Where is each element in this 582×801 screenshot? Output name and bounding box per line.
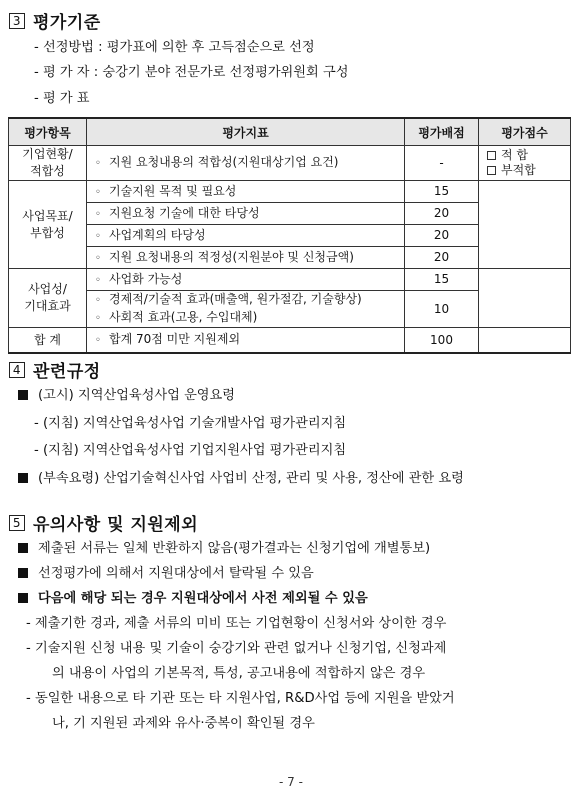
indicator-cell: ◦ 경제적/기술적 효과(매출액, 원가절감, 기술향상) ◦ 사회적 효과(고용, 수입대체) bbox=[87, 291, 405, 328]
header-score: 평가점수 bbox=[479, 118, 571, 146]
indicator-cell: ◦ 사업화 가능성 bbox=[87, 269, 405, 291]
section-3-heading bbox=[9, 8, 101, 33]
indicator-cell: ◦ 기술지원 목적 및 필요성 bbox=[87, 181, 405, 203]
weight-cell: 15 bbox=[405, 181, 479, 203]
section-number-box: 4 bbox=[9, 362, 25, 378]
exclusion-item-2: - 기술지원 신청 내용 및 기술이 숭강기와 관련 없거나 신청기업, 신청과제 bbox=[26, 641, 447, 656]
check-unsuitable[interactable]: 부적합 bbox=[483, 163, 566, 178]
checkbox-icon[interactable] bbox=[487, 166, 496, 175]
evaluation-table bbox=[8, 117, 571, 354]
score-cell bbox=[479, 146, 571, 181]
section-title: 관련규정 bbox=[33, 362, 101, 382]
square-bullet-icon bbox=[18, 543, 28, 553]
table-row bbox=[9, 269, 571, 291]
regulation-guideline-2: - (지침) 지역산업육성사업 기업지원사업 평가관리지침 bbox=[34, 443, 347, 458]
section-4-heading bbox=[9, 357, 101, 382]
indicator-cell: ◦ 지원요청 기술에 대한 타당성 bbox=[87, 203, 405, 225]
regulation-guideline-1: - (지침) 지역산업육성사업 기술개발사업 평가관리지침 bbox=[34, 416, 347, 431]
header-item: 평가항목 bbox=[9, 118, 87, 146]
header-weight: 평가배점 bbox=[405, 118, 479, 146]
weight-cell: 20 bbox=[405, 247, 479, 269]
evaluation-table-label: - 평 가 표 bbox=[34, 91, 90, 106]
header-indicator: 평가지표 bbox=[87, 118, 405, 146]
section-5-heading bbox=[9, 510, 198, 535]
exclusion-item-3-cont: 나, 기 지원된 과제와 유사·중복이 확인될 경우 bbox=[52, 716, 315, 731]
check-suitable[interactable]: 적 합 bbox=[483, 148, 566, 163]
exclusion-item-1: - 제출기한 경과, 제출 서류의 미비 또는 기업현황이 신청서와 상이한 경우 bbox=[26, 616, 447, 631]
weight-cell: 20 bbox=[405, 225, 479, 247]
weight-cell: - bbox=[405, 146, 479, 181]
regulation-appendix: (부속요령) 산업기술혁신사업 사업비 산정, 관리 및 사용, 정산에 관한 요령 bbox=[18, 469, 464, 489]
indicator-cell: ◦ 지원 요청내용의 적정성(지원분야 및 신청금액) bbox=[87, 247, 405, 269]
category-cell: 사업목표/ 부합성 bbox=[9, 181, 87, 269]
exclusion-item-2-cont: 의 내용이 사업의 기본목적, 특성, 공고내용에 적합하지 않은 경우 bbox=[52, 666, 426, 681]
category-cell: 기업현황/ 적합성 bbox=[9, 146, 87, 181]
square-bullet-icon bbox=[18, 390, 28, 400]
page-number: - 7 - bbox=[279, 775, 303, 789]
square-bullet-icon bbox=[18, 568, 28, 578]
note-elimination: 선정평가에 의해서 지원대상에서 탈락될 수 있음 bbox=[18, 564, 314, 584]
total-category-cell: 합 계 bbox=[9, 328, 87, 354]
square-bullet-icon bbox=[18, 593, 28, 603]
note-documents: 제출된 서류는 일체 반환하지 않음(평가결과는 신청기업에 개별통보) bbox=[18, 539, 430, 559]
indicator-cell: ◦ 지원 요청내용의 적합성(지원대상기업 요건) bbox=[87, 146, 405, 181]
section-title: 평가기준 bbox=[33, 13, 101, 33]
exclusion-item-3: - 동일한 내용으로 타 기관 또는 타 지원사업, R&D사업 등에 지원을 받았거 bbox=[26, 691, 455, 706]
section-number-box: 5 bbox=[9, 515, 25, 531]
square-bullet-icon bbox=[18, 473, 28, 483]
section-number-box: 3 bbox=[9, 13, 25, 29]
score-cell bbox=[479, 269, 571, 328]
note-exclusion-heading: 다음에 해당 되는 경우 지원대상에서 사전 제외될 수 있음 bbox=[18, 589, 368, 609]
weight-cell: 100 bbox=[405, 328, 479, 354]
section-title: 유의사항 및 지원제외 bbox=[33, 515, 199, 535]
weight-cell: 10 bbox=[405, 291, 479, 328]
score-cell bbox=[479, 181, 571, 269]
table-row bbox=[9, 146, 571, 181]
table-row bbox=[9, 328, 571, 354]
category-cell: 사업성/ 기대효과 bbox=[9, 269, 87, 328]
selection-method-line: - 선정방법 : 평가표에 의한 후 고득점순으로 선정 bbox=[34, 40, 315, 55]
table-row bbox=[9, 181, 571, 203]
indicator-cell: ◦ 합계 70점 미만 지원제외 bbox=[87, 328, 405, 354]
checkbox-icon[interactable] bbox=[487, 151, 496, 160]
evaluator-line: - 평 가 자 : 숭강기 분야 전문가로 선정평가위원회 구성 bbox=[34, 65, 349, 80]
regulation-notice: (고시) 지역산업육성사업 운영요령 bbox=[18, 386, 235, 406]
weight-cell: 20 bbox=[405, 203, 479, 225]
indicator-cell: ◦ 사업계획의 타당성 bbox=[87, 225, 405, 247]
table-header-row bbox=[9, 118, 571, 146]
score-cell bbox=[479, 328, 571, 354]
weight-cell: 15 bbox=[405, 269, 479, 291]
